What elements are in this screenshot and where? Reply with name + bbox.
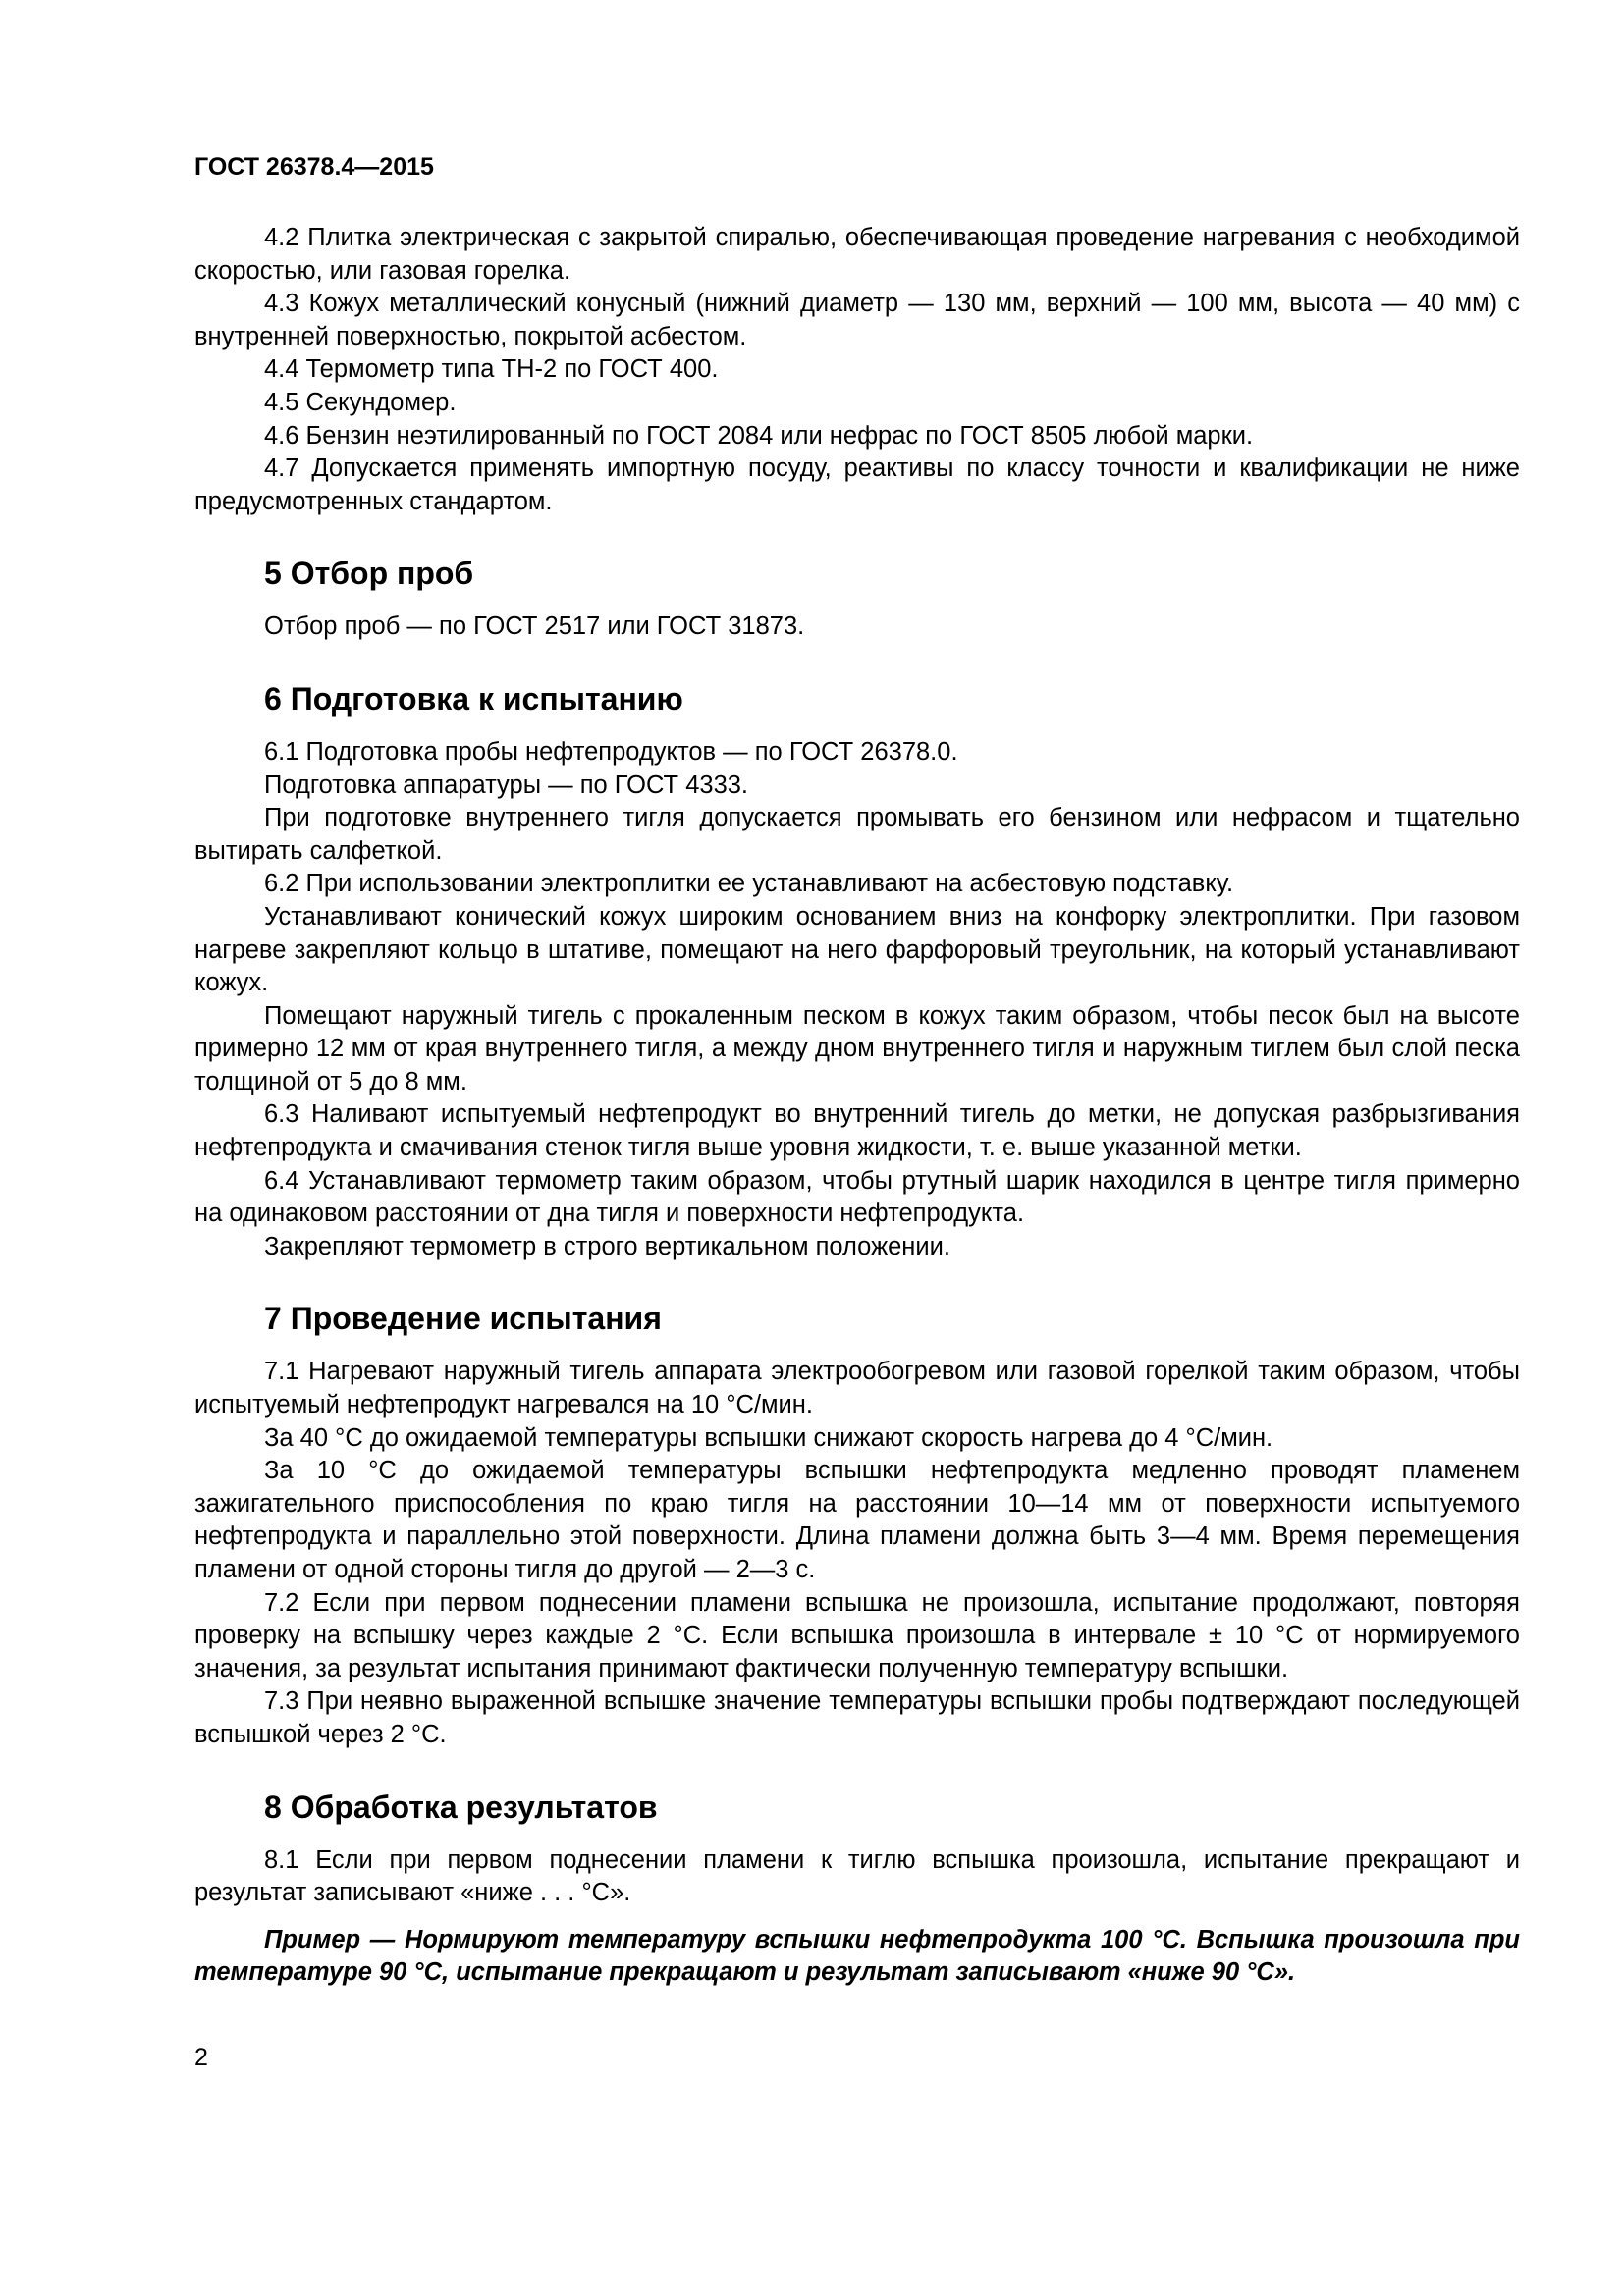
paragraph: 4.7 Допускается применять импортную посуду, реактивы по классу точности и квалификации не ниже предусмотренных стандартом.: [194, 454, 1520, 515]
paragraph: При подготовке внутреннего тигля допускается промывать его бензином или нефрасом и тщательно вытирать салфеткой.: [194, 804, 1520, 865]
paragraph: Закрепляют термометр в строго вертикальном положении.: [264, 1232, 950, 1260]
section-heading: 8 Обработка результатов: [264, 1789, 658, 1825]
example-paragraph: Пример — Нормируют температуру вспышки нефтепродукта 100 °С. Вспышка произошла при температуре 90 °С, испытание прекращают и результат записывают «ниже 90 °С».: [194, 1925, 1520, 1987]
page-number: 2: [194, 2044, 208, 2071]
section-heading: 6 Подготовка к испытанию: [264, 680, 683, 717]
running-header: ГОСТ 26378.4—2015: [194, 153, 434, 181]
paragraph: 6.4 Устанавливают термометр таким образом, чтобы ртутный шарик находился в центре тигля примерно на одинаковом расстоянии от дна тигля и поверхности нефтепродукта.: [194, 1166, 1520, 1228]
paragraph: 6.3 Наливают испытуемый нефтепродукт во внутренний тигель до метки, не допуская разбрызгивания нефтепродукта и смачивания стенок тигля выше уровня жидкости, т. е. выше указанной метки.: [194, 1100, 1520, 1162]
document-page: [194, 0, 1520, 2296]
paragraph: Помещают наружный тигель с прокаленным песком в кожух таким образом, чтобы песок был на высоте примерно 12 мм от края внутреннего тигля, а между дном внутреннего тигля и наружным тиглем был слой песка толщиной от 5 до 8 мм.: [194, 1001, 1520, 1095]
paragraph: 7.1 Нагревают наружный тигель аппарата электрообогревом или газовой горелкой таким образом, чтобы испытуемый нефтепродукт нагревался на 10 °С/мин.: [194, 1358, 1520, 1419]
paragraph: Отбор проб — по ГОСТ 2517 или ГОСТ 31873.: [264, 613, 805, 641]
paragraph: 4.2 Плитка электрическая с закрытой спиралью, обеспечивающая проведение нагревания с необходимой скоростью, или газовая горелка.: [194, 224, 1520, 285]
paragraph: За 40 °С до ожидаемой температуры вспышки снижают скорость нагрева до 4 °С/мин.: [264, 1423, 1273, 1452]
paragraph: 8.1 Если при первом поднесении пламени к тиглю вспышка произошла, испытание прекращают и результат записывают «ниже . . . °С».: [194, 1845, 1520, 1907]
document-body: [194, 222, 1520, 1990]
paragraph: 4.6 Бензин неэтилированный по ГОСТ 2084 или нефрас по ГОСТ 8505 любой марки.: [264, 421, 1254, 450]
paragraph: 4.5 Секундомер.: [264, 388, 457, 416]
paragraph: Подготовка аппаратуры — по ГОСТ 4333.: [264, 771, 749, 799]
paragraph: 4.4 Термометр типа ТН-2 по ГОСТ 400.: [264, 355, 719, 384]
paragraph: 6.2 При использовании электроплитки ее устанавливают на асбестовую подставку.: [264, 870, 1234, 898]
paragraph: 6.1 Подготовка пробы нефтепродуктов — по ГОСТ 26378.0.: [264, 737, 958, 766]
section-heading: 5 Отбор проб: [264, 556, 474, 592]
paragraph: Устанавливают конический кожух широким основанием вниз на конфорку электроплитки. При газовом нагреве закрепляют кольцо в штативе, помещают на него фарфоровый треугольник, на который устанавливают кожух.: [194, 902, 1520, 997]
paragraph: 7.3 При неявно выраженной вспышке значение температуры вспышки пробы подтверждают последующей вспышкой через 2 °С.: [194, 1687, 1520, 1748]
paragraph: 4.3 Кожух металлический конусный (нижний диаметр — 130 мм, верхний — 100 мм, высота — 40 мм) с внутренней поверхностью, покрытой асбестом.: [194, 290, 1520, 350]
paragraph: 7.2 Если при первом поднесении пламени вспышка не произошла, испытание продолжают, повторяя проверку на вспышку через каждые 2 °С. Если вспышка произошла в интервале ± 10 °С от нормируемого значения, за результат испытания принимают фактически полученную температуру вспышки.: [194, 1588, 1520, 1682]
section-heading: 7 Проведение испытания: [264, 1301, 662, 1337]
paragraph: За 10 °С до ожидаемой температуры вспышки нефтепродукта медленно проводят пламенем зажигательного приспособления по краю тигля на расстоянии 10—14 мм от поверхности испытуемого нефтепродукта и параллельно этой поверхности. Длина пламени должна быть 3—4 мм. Время перемещения пламени от одной стороны тигля до другой — 2—3 с.: [194, 1457, 1520, 1583]
